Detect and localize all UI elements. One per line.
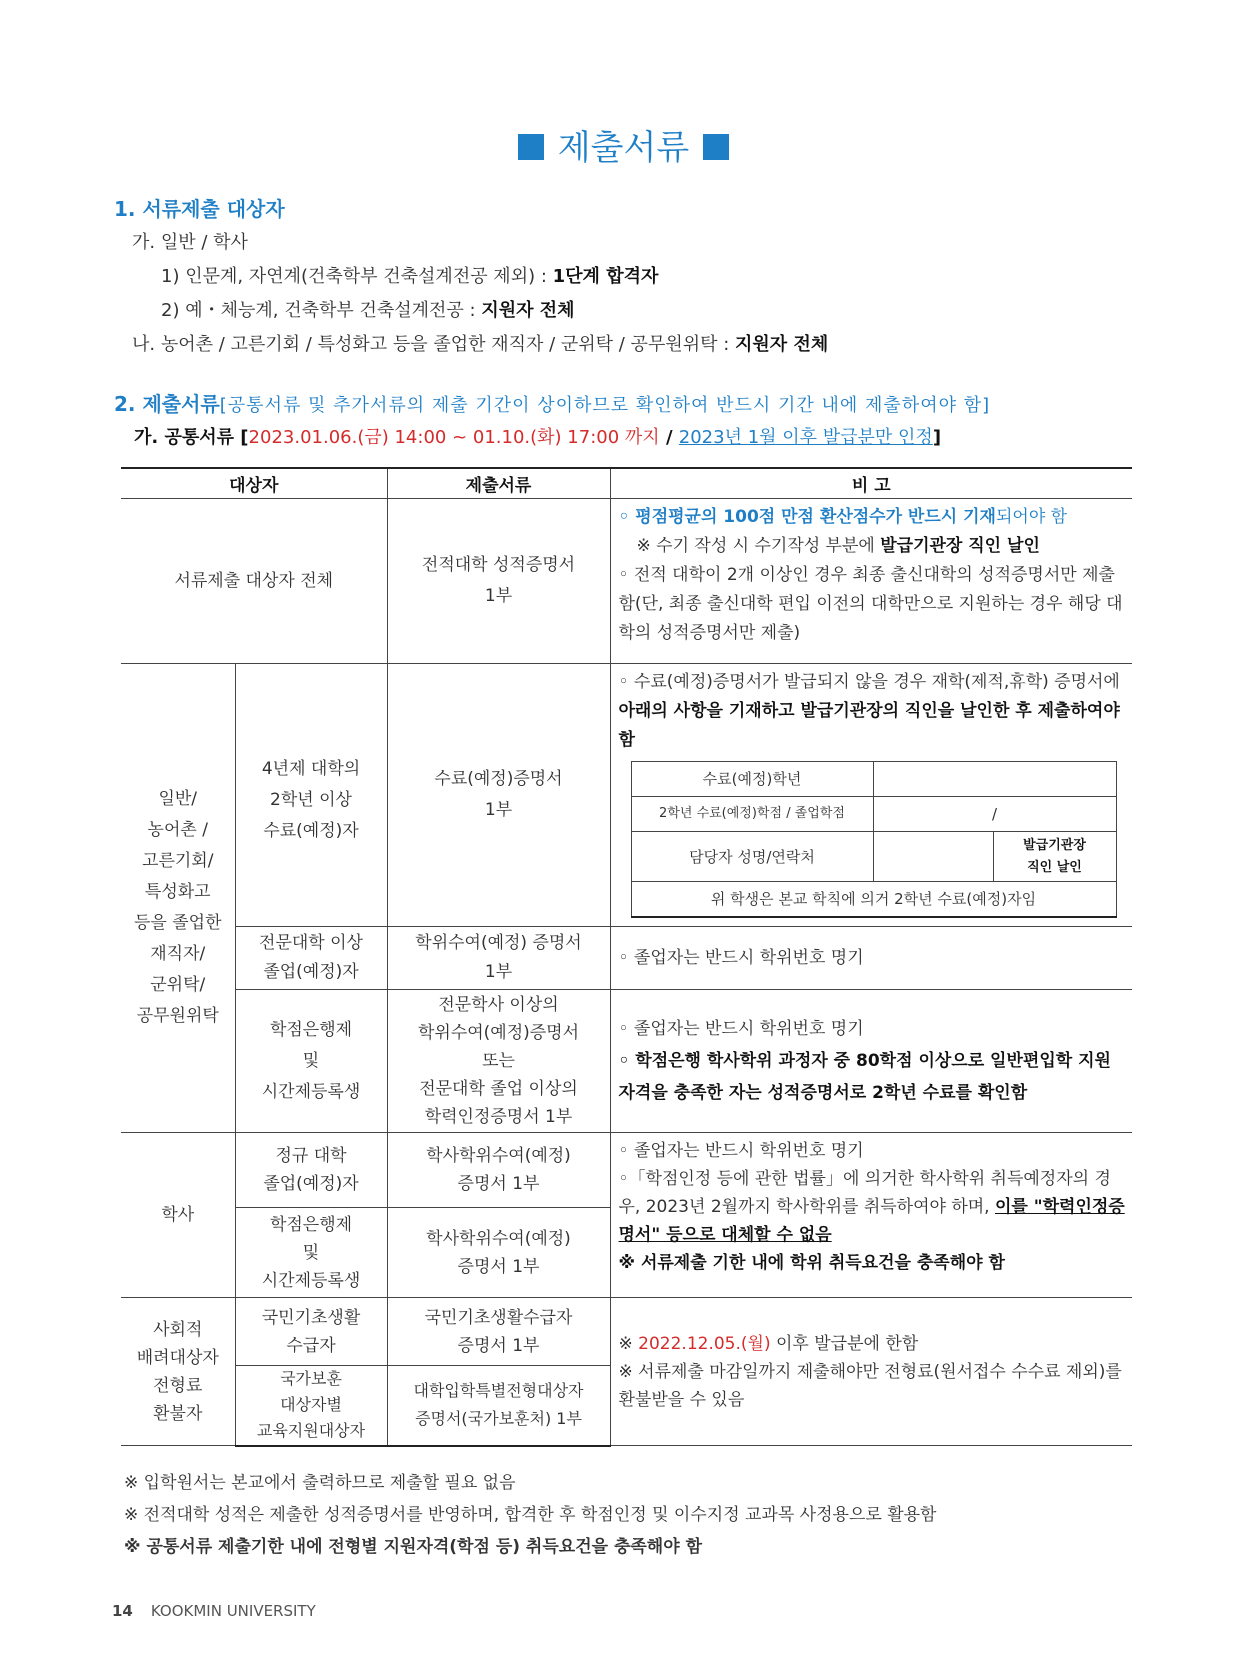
footnote-3: ※ 공통서류 제출기한 내에 전형별 지원자격(학점 등) 취득요건을 충족해야 함 <box>124 1537 702 1557</box>
header-note: 비 고 <box>610 468 1132 499</box>
group1-label: 일반/ 농어촌 / 고른기회/ 특성화고 등을 졸업한 재직자/ 군위탁/ 공무원위탁 <box>121 664 235 1133</box>
section-2-heading: 2. 제출서류[공통서류 및 추가서류의 제출 기간이 상이하므로 확인하여 반드시 기간 내에 제출하여야 함] <box>114 392 991 416</box>
row3-note: ◦ 졸업자는 반드시 학위번호 명기 <box>610 927 1132 990</box>
row56-note: ◦ 졸업자는 반드시 학위번호 명기 ◦「학점인정 등에 관한 법률」에 의거한 학사학위 취득예정자의 경우, 2023년 2월까지 학사학위를 취득하여야 하며, 이를 "학력인정증명서" 등으로 대체할 수 없음 ※ 서류제출 기한 내에 학위 취득요건을 충족해야 함 <box>610 1133 1132 1298</box>
sub-row-credits: 2학년 수료(예정)학점 / 졸업학점 <box>631 797 873 832</box>
page-footer <box>112 1602 316 1620</box>
page-title <box>0 120 1247 169</box>
documents-table <box>121 467 1132 1447</box>
header-docs: 제출서류 <box>387 468 610 499</box>
row2-target: 4년제 대학의 2학년 이상 수료(예정)자 <box>235 664 387 927</box>
row4-target: 학점은행제 및 시간제등록생 <box>235 990 387 1133</box>
row8-doc: 대학입학특별전형대상자 증명서(국가보훈처) 1부 <box>387 1366 610 1446</box>
row8-target: 국가보훈 대상자별 교육지원대상자 <box>235 1366 387 1446</box>
sub-row-grade: 수료(예정)학년 <box>631 762 873 797</box>
row1-doc: 전적대학 성적증명서 1부 <box>387 499 610 664</box>
row1-note: ◦ 평점평균의 100점 만점 환산점수가 반드시 기재되어야 함 ※ 수기 작성 시 수기작성 부분에 발급기관장 직인 날인 ◦ 전적 대학이 2개 이상인 경우 최종 출신대학의 성적증명서만 제출함(단, 최종 출신대학 편입 이전의 대학만으로 지원하는 경우 해당 대학의 성적증명서만 제출) <box>610 499 1132 664</box>
table-row <box>121 1133 1132 1208</box>
sec1-ga: 가. 일반 / 학사 <box>132 232 248 253</box>
row4-note: ◦ 졸업자는 반드시 학위번호 명기 ◦ 학점은행 학사학위 과정자 중 80학점 이상으로 일반편입학 지원자격을 충족한 자는 성적증명서로 2학년 수료를 확인함 <box>610 990 1132 1133</box>
sec1-item1: 1) 인문계, 자연계(건축학부 건축설계전공 제외) : 1단계 합격자 <box>161 266 659 287</box>
table-row <box>121 499 1132 664</box>
row6-doc: 학사학위수여(예정) 증명서 1부 <box>387 1208 610 1298</box>
table-row <box>121 1298 1132 1366</box>
footnote-1: ※ 입학원서는 본교에서 출력하므로 제출할 필요 없음 <box>124 1473 516 1493</box>
sub-row-statement: 위 학생은 본교 학칙에 의거 2학년 수료(예정)자임 <box>631 882 1116 918</box>
table-row <box>121 927 1132 990</box>
group3-label: 사회적 배려대상자 전형료 환불자 <box>121 1298 235 1446</box>
row7-target: 국민기초생활 수급자 <box>235 1298 387 1366</box>
square-bullet-icon <box>703 134 729 160</box>
university-name: KOOKMIN UNIVERSITY <box>150 1602 316 1620</box>
row2-note: ◦ 수료(예정)증명서가 발급되지 않을 경우 재학(제적,휴학) 증명서에 아래의 사항을 기재하고 발급기관장의 직인을 날인한 후 제출하여야 함 수료(예정)학년 2학년 수료(예정)학점 / 졸업학점 / 담당자 성명/연락처 발급기관장 직인 날인 위 학생은 본교 학칙에 의거 2학년 수료(예정)자임 <box>610 664 1132 927</box>
row2-doc: 수료(예정)증명서 1부 <box>387 664 610 927</box>
section-1-heading: 1. 서류제출 대상자 <box>114 197 285 221</box>
row6-target: 학점은행제 및 시간제등록생 <box>235 1208 387 1298</box>
page-title-text: 제출서류 <box>557 128 690 168</box>
sec2-sub: 가. 공통서류 [2023.01.06.(금) 14:00 ~ 01.10.(화) 17:00 까지 / 2023년 1월 이후 발급분만 인정] <box>134 427 942 448</box>
sec1-item2: 2) 예・체능계, 건축학부 건축설계전공 : 지원자 전체 <box>161 300 575 321</box>
header-target: 대상자 <box>121 468 387 499</box>
row4-doc: 전문학사 이상의 학위수여(예정)증명서 또는 전문대학 졸업 이상의 학력인정증명서 1부 <box>387 990 610 1133</box>
group2-label: 학사 <box>121 1133 235 1298</box>
page-number: 14 <box>112 1602 133 1620</box>
sub-row-seal: 발급기관장 직인 날인 <box>993 832 1116 882</box>
sub-row-credits-value: / <box>873 797 1116 832</box>
attestation-table <box>631 761 1117 918</box>
sec1-na: 나. 농어촌 / 고른기회 / 특성화고 등을 졸업한 재직자 / 군위탁 / 공무원위탁 : 지원자 전체 <box>132 334 829 355</box>
table-row <box>121 664 1132 927</box>
footnote-2: ※ 전적대학 성적은 제출한 성적증명서를 반영하며, 합격한 후 학점인정 및 이수지정 교과목 사정용으로 활용함 <box>124 1505 937 1525</box>
row1-target: 서류제출 대상자 전체 <box>121 499 387 664</box>
row78-note: ※ 2022.12.05.(월) 이후 발급분에 한함 ※ 서류제출 마감일까지 제출해야만 전형료(원서접수 수수료 제외)를 환불받을 수 있음 <box>610 1298 1132 1446</box>
sub-row-contact: 담당자 성명/연락처 <box>631 832 873 882</box>
square-bullet-icon <box>518 134 544 160</box>
row5-target: 정규 대학 졸업(예정)자 <box>235 1133 387 1208</box>
row3-doc: 학위수여(예정) 증명서 1부 <box>387 927 610 990</box>
row5-doc: 학사학위수여(예정) 증명서 1부 <box>387 1133 610 1208</box>
row7-doc: 국민기초생활수급자 증명서 1부 <box>387 1298 610 1366</box>
row3-target: 전문대학 이상 졸업(예정)자 <box>235 927 387 990</box>
table-row <box>121 990 1132 1133</box>
